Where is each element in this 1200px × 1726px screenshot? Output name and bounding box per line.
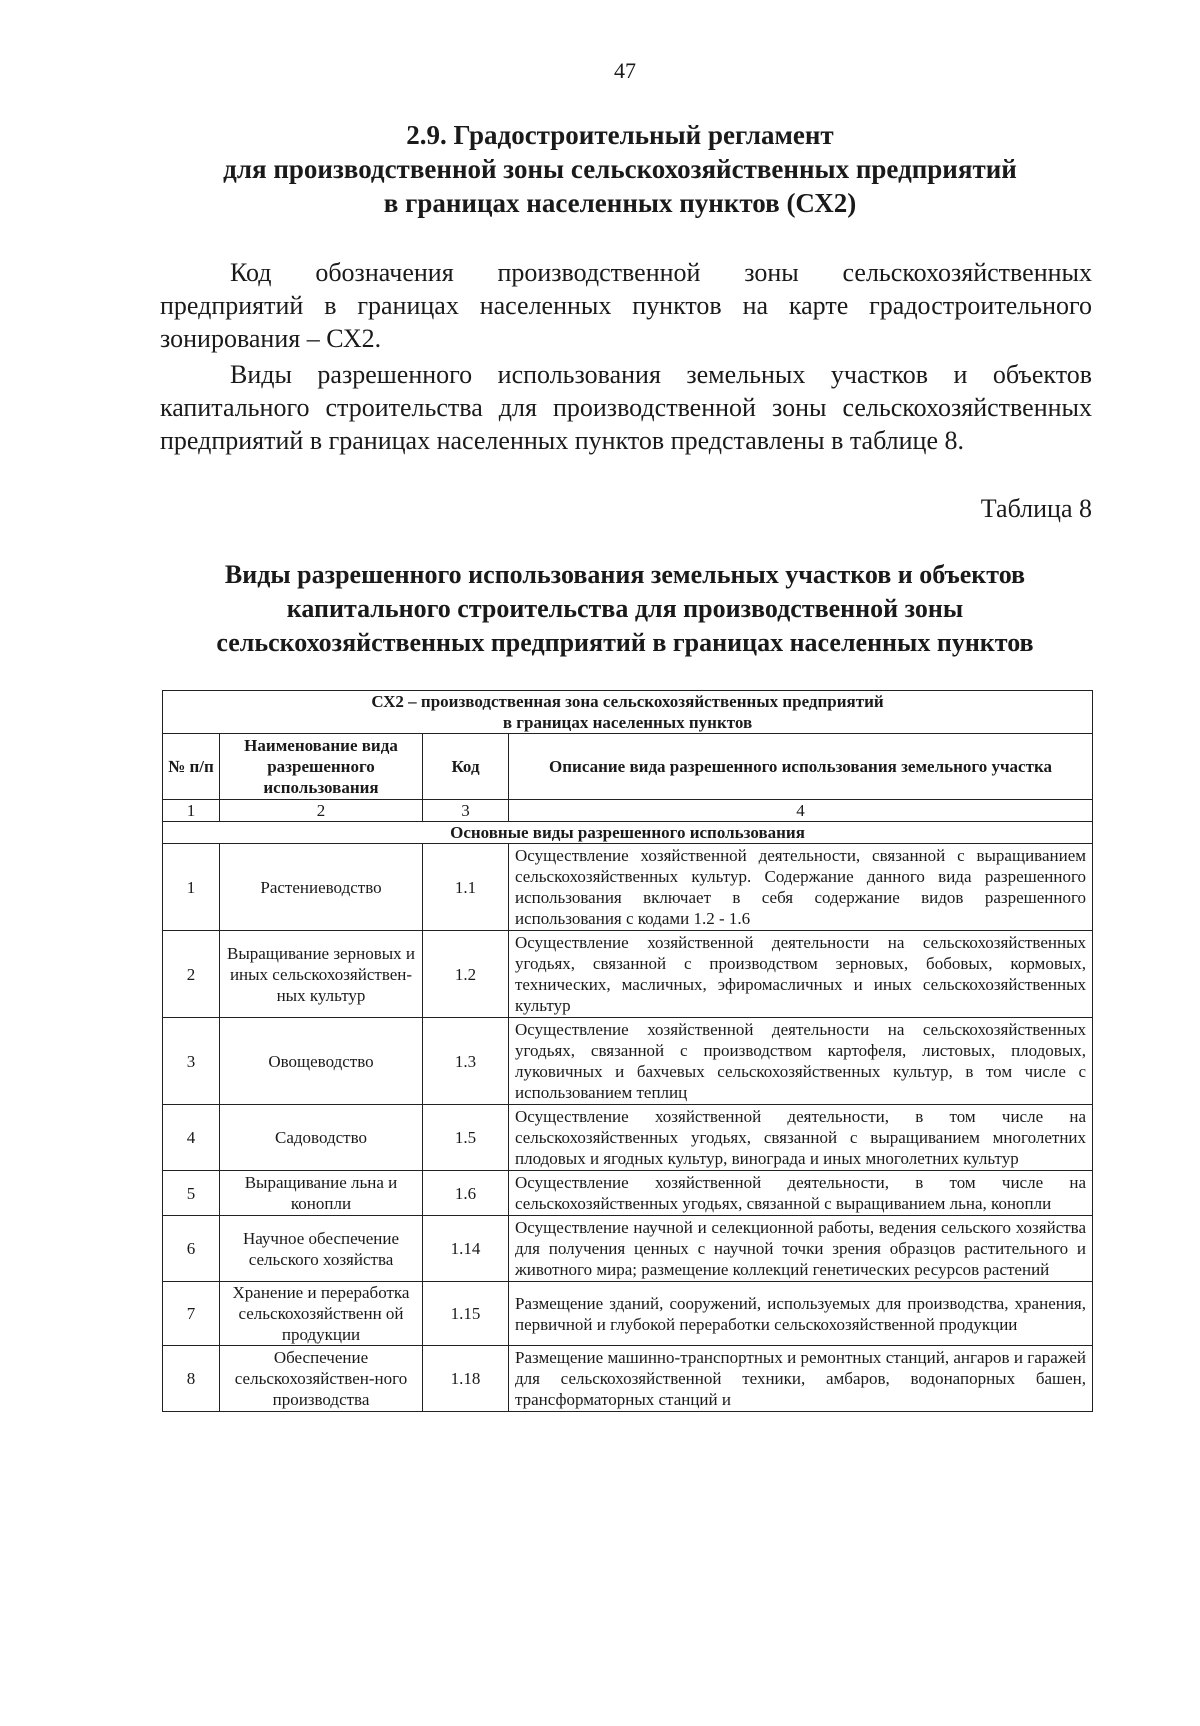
zone-title-line-2: в границах населенных пунктов (502, 713, 753, 732)
row-desc: Осуществление хозяйственной деятельности на сельскохозяйственных угодьях, связанной с производством зерновых, бобовых, кормовых, технических, масличных, эфиромасличных и иных сельскохозяйственных культур (509, 931, 1093, 1018)
header-desc: Описание вида разрешенного использования земельного участка (509, 734, 1093, 800)
table-row (163, 931, 1093, 1018)
table-row (163, 1171, 1093, 1216)
row-num: 2 (163, 931, 220, 1018)
row-desc: Размещение машинно-транспортных и ремонтных станций, ангаров и гаражей для сельскохозяйственной техники, амбаров, водонапорных башен, трансформаторных станций и (509, 1346, 1093, 1412)
table-label: Таблица 8 (980, 494, 1092, 523)
table-title-line-3: сельскохозяйственных предприятий в границах населенных пунктов (216, 628, 1034, 657)
row-name: Выращивание льна и конопли (220, 1171, 423, 1216)
row-num: 8 (163, 1346, 220, 1412)
paragraph-permitted-uses-text: Виды разрешенного использования земельных участков и объектов капитального строительства для производственной зоны сельскохозяйственных предприятий в границах населенных пунктов представлены в таблице 8. (160, 360, 1092, 455)
paragraph-permitted-uses (160, 358, 1092, 457)
row-desc: Осуществление научной и селекционной работы, ведения сельского хозяйства для получения ценных с научной точки зрения образцов растительного и животного мира; размещение коллекций генетических ресурсов растений (509, 1216, 1093, 1282)
paragraph-zone-code-text: Код обозначения производственной зоны сельскохозяйственных предприятий в границах населенных пунктов на карте градостроительного зонирования – СХ2. (160, 258, 1092, 353)
row-name: Научное обеспечение сельского хозяйства (220, 1216, 423, 1282)
permitted-uses-table (162, 690, 1093, 1412)
table-row (163, 844, 1093, 931)
zone-title-row (163, 691, 1093, 734)
column-number-row (163, 800, 1093, 822)
column-number: 4 (509, 800, 1093, 822)
row-num: 1 (163, 844, 220, 931)
row-num: 5 (163, 1171, 220, 1216)
row-desc: Осуществление хозяйственной деятельности, в том числе на сельскохозяйственных угодьях, связанной с выращиванием льна, конопли (509, 1171, 1093, 1216)
row-name: Растениеводство (220, 844, 423, 931)
table-title-line-1: Виды разрешенного использования земельных участков и объектов (224, 560, 1026, 589)
section-heading-line-3: в границах населенных пунктов (СХ2) (383, 188, 857, 218)
row-name: Выращивание зерновых и иных сельскохозяйствен-ных культур (220, 931, 423, 1018)
row-code: 1.3 (423, 1018, 509, 1105)
row-name: Овощеводство (220, 1018, 423, 1105)
row-desc: Осуществление хозяйственной деятельности, в том числе на сельскохозяйственных угодьях, связанной с выращиванием многолетних плодовых и ягодных культур, винограда и иных многолетних культур (509, 1105, 1093, 1171)
table-row (163, 1346, 1093, 1412)
header-code: Код (423, 734, 509, 800)
row-name: Хранение и переработка сельскохозяйственн ой продукции (220, 1282, 423, 1346)
row-num: 3 (163, 1018, 220, 1105)
row-desc: Осуществление хозяйственной деятельности на сельскохозяйственных угодьях, связанной с производством картофеля, листовых, плодовых, луковичных и бахчевых сельскохозяйственных культур, в том числе с использованием теплиц (509, 1018, 1093, 1105)
page-number: 47 (614, 58, 636, 83)
table-row (163, 1018, 1093, 1105)
row-code: 1.18 (423, 1346, 509, 1412)
row-desc: Осуществление хозяйственной деятельности, связанной с выращиванием сельскохозяйственных культур. Содержание данного вида разрешенного использования включает в себя содержание видов разрешенного использования с кодами 1.2 - 1.6 (509, 844, 1093, 931)
table-row (163, 1216, 1093, 1282)
row-name: Обеспечение сельскохозяйствен-ного производства (220, 1346, 423, 1412)
table-row (163, 1105, 1093, 1171)
section-heading (140, 118, 1100, 220)
column-number: 3 (423, 800, 509, 822)
section-heading-line-2: для производственной зоны сельскохозяйственных предприятий (223, 154, 1017, 184)
section-title: Основные виды разрешенного использования (163, 822, 1093, 844)
row-code: 1.6 (423, 1171, 509, 1216)
row-num: 7 (163, 1282, 220, 1346)
row-code: 1.5 (423, 1105, 509, 1171)
row-code: 1.14 (423, 1216, 509, 1282)
row-name: Садоводство (220, 1105, 423, 1171)
zone-title-line-1: СХ2 – производственная зона сельскохозяйственных предприятий (371, 692, 884, 711)
column-number: 1 (163, 800, 220, 822)
section-row (163, 822, 1093, 844)
row-code: 1.1 (423, 844, 509, 931)
row-num: 6 (163, 1216, 220, 1282)
zone-title-cell (163, 691, 1093, 734)
row-desc: Размещение зданий, сооружений, используемых для производства, хранения, первичной и глубокой переработки сельскохозяйственной продукции (509, 1282, 1093, 1346)
paragraph-zone-code (160, 256, 1092, 355)
table-title-line-2: капитального строительства для производственной зоны (286, 594, 964, 623)
section-heading-line-1: 2.9. Градостроительный регламент (406, 120, 834, 150)
table-row (163, 1282, 1093, 1346)
column-number: 2 (220, 800, 423, 822)
row-code: 1.15 (423, 1282, 509, 1346)
header-name: Наименование вида разрешенного использования (220, 734, 423, 800)
header-num: № п/п (163, 734, 220, 800)
row-code: 1.2 (423, 931, 509, 1018)
header-row (163, 734, 1093, 800)
row-num: 4 (163, 1105, 220, 1171)
table-title (130, 558, 1120, 660)
